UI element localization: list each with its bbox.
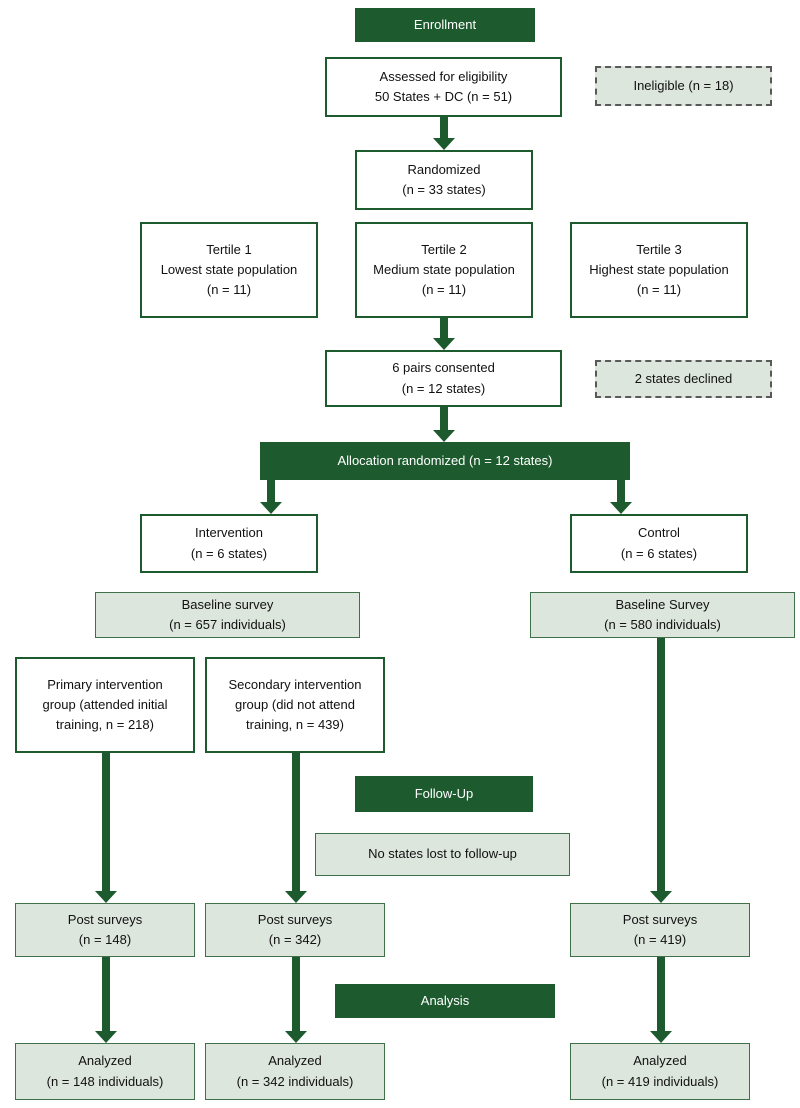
followup-label: Follow-Up bbox=[414, 785, 474, 801]
ineligible-label: Ineligible (n = 18) bbox=[633, 77, 734, 93]
baseline-control-line2: (n = 580 individuals) bbox=[604, 617, 721, 632]
tertile1-line2: Lowest state population bbox=[160, 261, 298, 277]
primary-group-box bbox=[15, 657, 195, 753]
tertile3-line2: Highest state population bbox=[589, 261, 729, 277]
baseline-control-box bbox=[530, 592, 795, 638]
analyzed-primary-box bbox=[15, 1043, 195, 1100]
post-primary-line2: (n = 148) bbox=[78, 932, 132, 947]
secondary-group-line3: training, n = 439) bbox=[246, 717, 344, 733]
arrow-tertile2-to-consented bbox=[433, 318, 454, 350]
tertile3-line1: Tertile 3 bbox=[636, 241, 682, 257]
declined-label: 2 states declined bbox=[634, 370, 733, 386]
tertile2-box bbox=[355, 222, 533, 318]
post-secondary-line1: Post surveys bbox=[257, 911, 333, 927]
primary-group-line2: group (attended initial bbox=[42, 696, 168, 712]
analyzed-secondary-line2: (n = 342 individuals) bbox=[236, 1073, 354, 1089]
enrollment-banner bbox=[355, 8, 535, 42]
assessed-box bbox=[325, 57, 562, 117]
arrow-post-control-to-analyzed bbox=[650, 957, 671, 1043]
intervention-box bbox=[140, 514, 318, 573]
control-line1: Control bbox=[638, 525, 680, 541]
tertile3-box bbox=[570, 222, 748, 318]
post-primary-box bbox=[15, 903, 195, 957]
ineligible-box bbox=[595, 66, 772, 106]
analyzed-control-line2: (n = 419 individuals) bbox=[601, 1073, 719, 1089]
baseline-intervention-line1: Baseline survey bbox=[181, 596, 274, 612]
secondary-group-line2: group (did not attend bbox=[235, 696, 355, 712]
baseline-intervention-box bbox=[95, 592, 360, 638]
analyzed-secondary-box bbox=[205, 1043, 385, 1100]
arrow-allocation-to-intervention bbox=[260, 480, 281, 514]
analyzed-primary-line2: (n = 148 individuals) bbox=[46, 1073, 164, 1089]
arrow-consented-to-allocation bbox=[433, 407, 454, 442]
declined-box bbox=[595, 360, 772, 398]
tertile2-line1: Tertile 2 bbox=[421, 241, 467, 257]
no-lost-label: No states lost to follow-up bbox=[368, 846, 517, 862]
tertile1-line3: (n = 11) bbox=[206, 282, 252, 298]
tertile2-line2: Medium state population bbox=[373, 261, 515, 277]
post-control-box bbox=[570, 903, 750, 957]
analyzed-control-box bbox=[570, 1043, 750, 1100]
tertile1-box bbox=[140, 222, 318, 318]
analysis-label: Analysis bbox=[420, 992, 470, 1008]
analyzed-primary-line1: Analyzed bbox=[78, 1053, 132, 1069]
allocation-banner bbox=[260, 442, 630, 480]
post-control-line1: Post surveys bbox=[622, 911, 698, 927]
control-line2: (n = 6 states) bbox=[620, 545, 698, 561]
analyzed-control-line1: Analyzed bbox=[633, 1053, 687, 1069]
arrow-secondary-to-post bbox=[285, 753, 306, 903]
arrow-allocation-to-control bbox=[610, 480, 631, 514]
post-control-line2: (n = 419) bbox=[633, 932, 687, 947]
secondary-group-line1: Secondary intervention bbox=[228, 676, 362, 692]
arrow-post-primary-to-analyzed bbox=[95, 957, 116, 1043]
consented-box bbox=[325, 350, 562, 407]
assessed-line1: Assessed for eligibility bbox=[379, 68, 508, 84]
post-secondary-line2: (n = 342) bbox=[268, 932, 322, 947]
randomized-box bbox=[355, 150, 533, 210]
secondary-group-box bbox=[205, 657, 385, 753]
no-lost-box bbox=[315, 833, 570, 876]
consented-line2: (n = 12 states) bbox=[401, 380, 486, 396]
tertile1-line1: Tertile 1 bbox=[206, 241, 252, 257]
primary-group-line1: Primary intervention bbox=[47, 676, 163, 692]
baseline-control-line1: Baseline Survey bbox=[615, 596, 710, 612]
intervention-line2: (n = 6 states) bbox=[190, 545, 268, 561]
arrow-post-secondary-to-analyzed bbox=[285, 957, 306, 1043]
post-secondary-box bbox=[205, 903, 385, 957]
control-box bbox=[570, 514, 748, 573]
tertile3-line3: (n = 11) bbox=[636, 282, 682, 298]
consented-line1: 6 pairs consented bbox=[392, 360, 495, 376]
randomized-line1: Randomized bbox=[407, 161, 481, 177]
intervention-line1: Intervention bbox=[195, 525, 263, 541]
primary-group-line3: training, n = 218) bbox=[56, 717, 154, 733]
tertile2-line3: (n = 11) bbox=[421, 282, 467, 298]
arrow-primary-to-post bbox=[95, 753, 116, 903]
baseline-intervention-line2: (n = 657 individuals) bbox=[169, 617, 286, 632]
analyzed-secondary-line1: Analyzed bbox=[268, 1053, 322, 1069]
arrow-control-to-post bbox=[650, 638, 671, 903]
enrollment-label: Enrollment bbox=[413, 16, 477, 32]
analysis-banner bbox=[335, 984, 555, 1018]
allocation-label: Allocation randomized (n = 12 states) bbox=[337, 452, 553, 468]
followup-banner bbox=[355, 776, 533, 812]
post-primary-line1: Post surveys bbox=[67, 911, 143, 927]
arrow-assessed-to-randomized bbox=[433, 117, 454, 150]
randomized-line2: (n = 33 states) bbox=[402, 182, 486, 197]
assessed-line2: 50 States + DC (n = 51) bbox=[374, 89, 513, 104]
